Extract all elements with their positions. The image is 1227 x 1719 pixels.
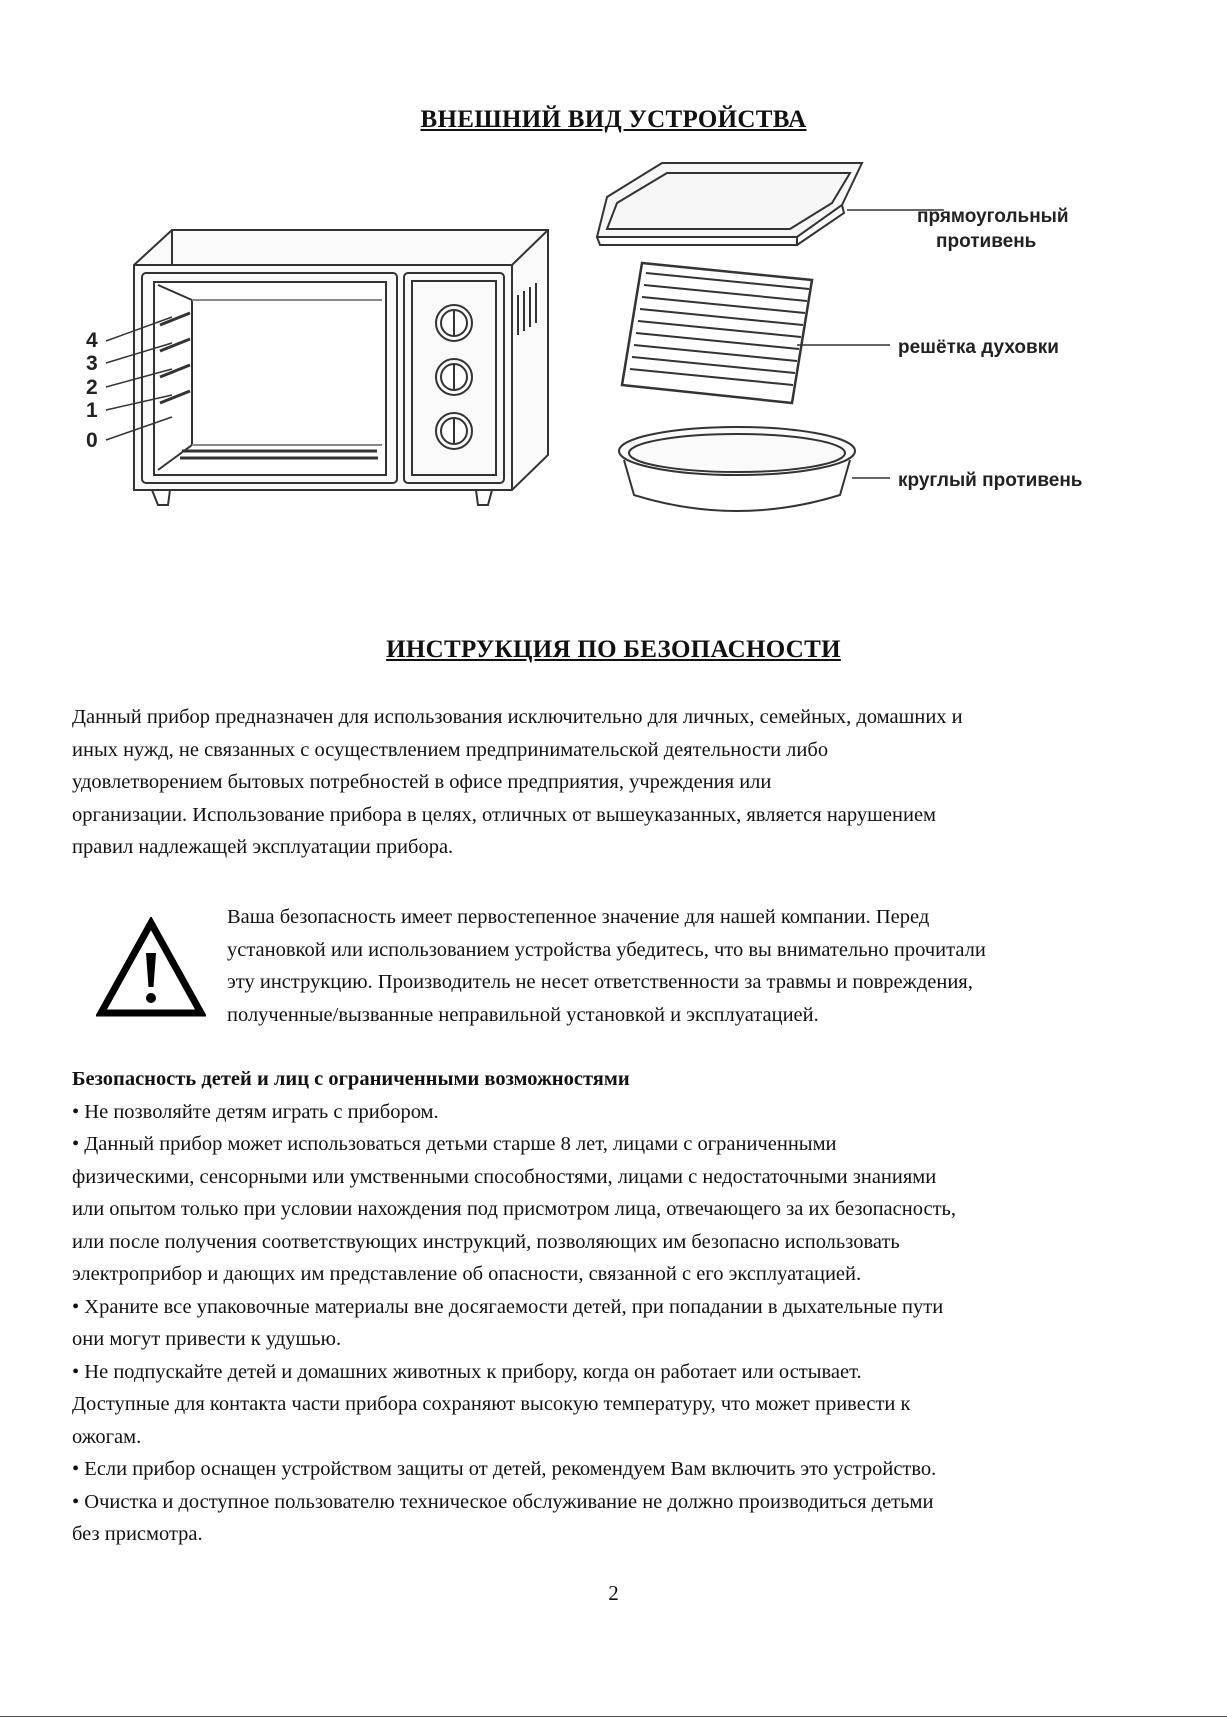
section-line: или после получения соответствующих инструкций, позволяющих им безопасно использовать xyxy=(72,1230,900,1253)
oven-grill-illustration xyxy=(622,263,812,403)
round-pan-illustration xyxy=(619,427,855,511)
section-heading: Безопасность детей и лиц с ограниченными возможностями xyxy=(72,1068,630,1090)
rack-level-labels xyxy=(86,329,98,452)
children-safety-section xyxy=(72,1063,1162,1551)
section-line: без присмотра. xyxy=(72,1523,203,1545)
page-title: ВНЕШНИЙ ВИД УСТРОЙСТВА xyxy=(420,106,807,133)
rack-level-2: 2 xyxy=(86,376,98,399)
intro-paragraph xyxy=(72,701,1152,864)
rack-level-1: 1 xyxy=(86,399,98,422)
warning-paragraph xyxy=(227,901,1147,1031)
intro-line: Данный прибор предназначен для использования исключительно для личных, семейных, домашних и xyxy=(72,706,963,728)
section-line: они могут привести к удушью. xyxy=(72,1328,342,1350)
intro-line: удовлетворением бытовых потребностей в офисе предприятия, учреждения или xyxy=(72,771,772,793)
label-oven-grill: решётка духовки xyxy=(898,337,1059,358)
section-line: Доступные для контакта части прибора сохраняют высокую температуру, что может привести к xyxy=(72,1393,911,1415)
rack-level-0: 0 xyxy=(86,429,98,452)
safety-title: ИНСТРУКЦИЯ ПО БЕЗОПАСНОСТИ xyxy=(386,636,841,663)
rack-level-4: 4 xyxy=(86,329,98,352)
section-line: • Если прибор оснащен устройством защиты от детей, рекомендуем Вам включить это устройство. xyxy=(72,1458,937,1480)
section-line: или опытом только при условии нахождения под присмотром лица, отвечающего за их безопасность, xyxy=(72,1198,957,1220)
page-number: 2 xyxy=(608,1581,619,1605)
section-line: • Не подпускайте детей и домашних животных к прибору, когда он работает или остывает. xyxy=(72,1360,862,1383)
oven-illustration xyxy=(106,230,548,505)
section-line: • Данный прибор может использоваться детьми старше 8 лет, лицами с ограниченными xyxy=(72,1133,837,1155)
intro-line: организации. Использование прибора в целях, отличных от вышеуказанных, является нарушением xyxy=(72,803,937,826)
rack-level-3: 3 xyxy=(86,352,98,375)
section-line: физическими, сенсорными или умственными способностями, лицами с недостаточными знаниями xyxy=(72,1165,937,1188)
warning-line: Ваша безопасность имеет первостепенное значение для нашей компании. Перед xyxy=(227,906,930,928)
section-line: ожогам. xyxy=(72,1425,142,1448)
oven-diagram xyxy=(72,155,1142,585)
bottom-divider xyxy=(0,1716,1227,1717)
warning-line: эту инструкцию. Производитель не несет ответственности за травмы и повреждения, xyxy=(227,971,973,993)
section-line: • Очистка и доступное пользователю техническое обслуживание не должно производиться детьми xyxy=(72,1490,934,1513)
label-rectangular-tray-line1: прямоугольный xyxy=(917,206,1069,227)
rectangular-tray-illustration xyxy=(597,163,862,245)
section-line: электроприбор и дающих им представление об опасности, связанной с его эксплуатацией. xyxy=(72,1263,862,1285)
warning-line: установкой или использованием устройства убедитесь, что вы внимательно прочитали xyxy=(227,938,986,961)
warning-triangle-icon xyxy=(96,917,206,1017)
intro-line: правил надлежащей эксплуатации прибора. xyxy=(72,836,454,858)
section-line: • Не позволяйте детям играть с прибором. xyxy=(72,1100,439,1123)
warning-line: полученные/вызванные неправильной установкой и эксплуатацией. xyxy=(227,1003,819,1026)
label-rectangular-tray-line2: противень xyxy=(936,231,1037,252)
intro-line: иных нужд, не связанных с осуществлением предпринимательской деятельности либо xyxy=(72,738,829,761)
label-round-pan: круглый противень xyxy=(898,470,1083,491)
section-line: • Храните все упаковочные материалы вне досягаемости детей, при попадании в дыхательные пути xyxy=(72,1295,944,1318)
